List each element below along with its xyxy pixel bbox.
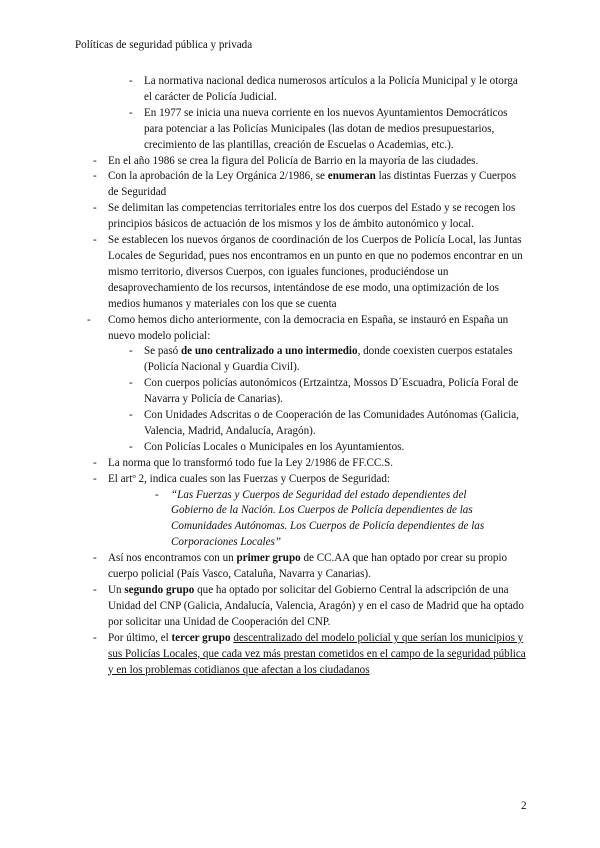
bullet-dash: - xyxy=(93,456,97,469)
quote-text: “Las Fuerzas y Cuerpos de Seguridad del estado dependientes del Gobierno de la Nación. Los Cuerpos de Policía dependientes de las Comunidades Autónomas. Los Cuerpos de Policía dependientes de las Corporaciones Locales” xyxy=(171,488,485,549)
item-text: que ha optado por solicitar del Gobierno Central la adscripción de una Unidad del CNP (Galicia, Andalucía, Valencia, Aragón) y en el caso de Madrid que ha optado por solicitar una Unidad de Cooperación del CNP. xyxy=(108,584,524,628)
item-text: El artº 2, indica cuales son las Fuerzas y Cuerpos de Seguridad: xyxy=(108,472,390,485)
list-item xyxy=(93,631,526,679)
item-text-bold: primer grupo xyxy=(236,552,301,565)
list-item xyxy=(129,408,526,440)
item-text-underlined: descentralizado del modelo policial y que serían los municipios y sus Policías Locales, que cada vez más prestan cometidos en el campo de la seguridad pública y en los problemas cotidianos que afectan a los ciudadanos xyxy=(108,631,526,676)
item-text: Se establecen los nuevos órganos de coordinación de los Cuerpos de Policía Local, las Juntas Locales de Seguridad, pues nos encontramos en un punto en que no podemos encontrar en un mismo territorio, diversos Cuerpos, con iguales funciones, produciéndose un desaprovechamiento de los recursos, intentándose de ese modo, una optimización de los medios humanos y materiales con los que se cuenta xyxy=(108,234,523,310)
item-text-bold: tercer grupo xyxy=(171,631,231,644)
bullet-dash: - xyxy=(93,472,97,485)
item-text-bold: enumeran xyxy=(327,170,376,183)
item-text: En el año 1986 se crea la figura del Policía de Barrio en la mayoría de las ciudades. xyxy=(108,154,479,167)
item-text: Con la aprobación de la Ley Orgánica 2/1986, se xyxy=(108,170,328,183)
bullet-dash: - xyxy=(93,584,97,596)
bullet-dash: - xyxy=(129,409,133,422)
bullet-dash: - xyxy=(93,154,97,167)
item-text: Con Unidades Adscritas o de Cooperación de las Comunidades Autónomas (Galicia, Valencia, Madrid, Andalucía, Aragón). xyxy=(144,409,519,437)
item-text: Por último, el xyxy=(108,631,172,644)
bullet-dash: - xyxy=(93,170,97,183)
list-item xyxy=(129,344,526,376)
bullet-dash: - xyxy=(93,202,97,215)
list-item xyxy=(93,154,526,170)
list-item xyxy=(129,440,526,456)
bullet-dash: - xyxy=(87,313,91,326)
item-text: Con cuerpos policías autonómicos (Ertzaintza, Mossos D´Escuadra, Policía Foral de Navarra y Policía de Canarias). xyxy=(144,377,519,406)
bullet-dash: - xyxy=(93,631,97,644)
list-item xyxy=(93,201,526,233)
item-text: Se pasó xyxy=(144,345,181,358)
list-item xyxy=(129,74,526,106)
page-number: 2 xyxy=(521,800,527,812)
item-text: Con Policías Locales o Municipales en los Ayuntamientos. xyxy=(144,440,405,453)
bullet-dash: - xyxy=(155,488,159,501)
document-body xyxy=(0,74,600,678)
item-text: Un xyxy=(108,584,125,596)
bullet-dash: - xyxy=(93,552,97,565)
item-text: La norma que lo transformó todo fue la Ley 2/1986 de FF.CC.S. xyxy=(108,456,394,469)
bullet-dash: - xyxy=(129,75,133,87)
list-item xyxy=(93,233,526,313)
list-item xyxy=(129,106,526,154)
list-item xyxy=(93,551,526,583)
list-item xyxy=(93,169,526,201)
bullet-dash: - xyxy=(129,377,133,390)
item-text: Como hemos dicho anteriormente, con la democracia en España, se instauró en España un nuevo modelo policial: xyxy=(108,313,509,342)
list-item xyxy=(93,456,526,472)
list-item xyxy=(93,472,526,488)
list-item xyxy=(93,583,526,631)
item-text: En 1977 se inicia una nueva corriente en los nuevos Ayuntamientos Democráticos para potenciar a las Policías Municipales (las dotan de medios presupuestarios, crecimiento de las plantillas, creación de Escuelas o Academias, etc.). xyxy=(144,106,508,151)
item-text: de CC.AA que han optado por crear su propio cuerpo policial (País Vasco, Cataluña, Navarra y Canarias). xyxy=(108,552,508,581)
bullet-dash: - xyxy=(129,345,133,358)
item-text: , donde coexisten cuerpos estatales (Policía Nacional y Guardia Civil). xyxy=(144,345,513,374)
bullet-dash: - xyxy=(129,440,133,453)
bullet-dash: - xyxy=(129,106,133,119)
item-text: Así nos encontramos con un xyxy=(108,552,237,565)
list-item xyxy=(129,376,526,408)
item-text-bold: segundo grupo xyxy=(124,584,195,596)
item-text: las distintas Fuerzas y Cuerpos de Seguridad xyxy=(108,170,517,199)
quote-item xyxy=(155,488,511,552)
list-item xyxy=(87,313,526,345)
item-text-bold: de uno centralizado a uno intermedio xyxy=(180,345,358,358)
bullet-dash: - xyxy=(93,234,97,247)
item-text: Se delimitan las competencias territoriales entre los dos cuerpos del Estado y se recogen los principios básicos de actuación de los mismos y los de ámbito autonómico y local. xyxy=(108,202,516,231)
page-header-title: Políticas de seguridad pública y privada xyxy=(75,39,253,51)
item-text: La normativa nacional dedica numerosos artículos a la Policía Municipal y le otorga el carácter de Policía Judicial. xyxy=(144,75,518,103)
